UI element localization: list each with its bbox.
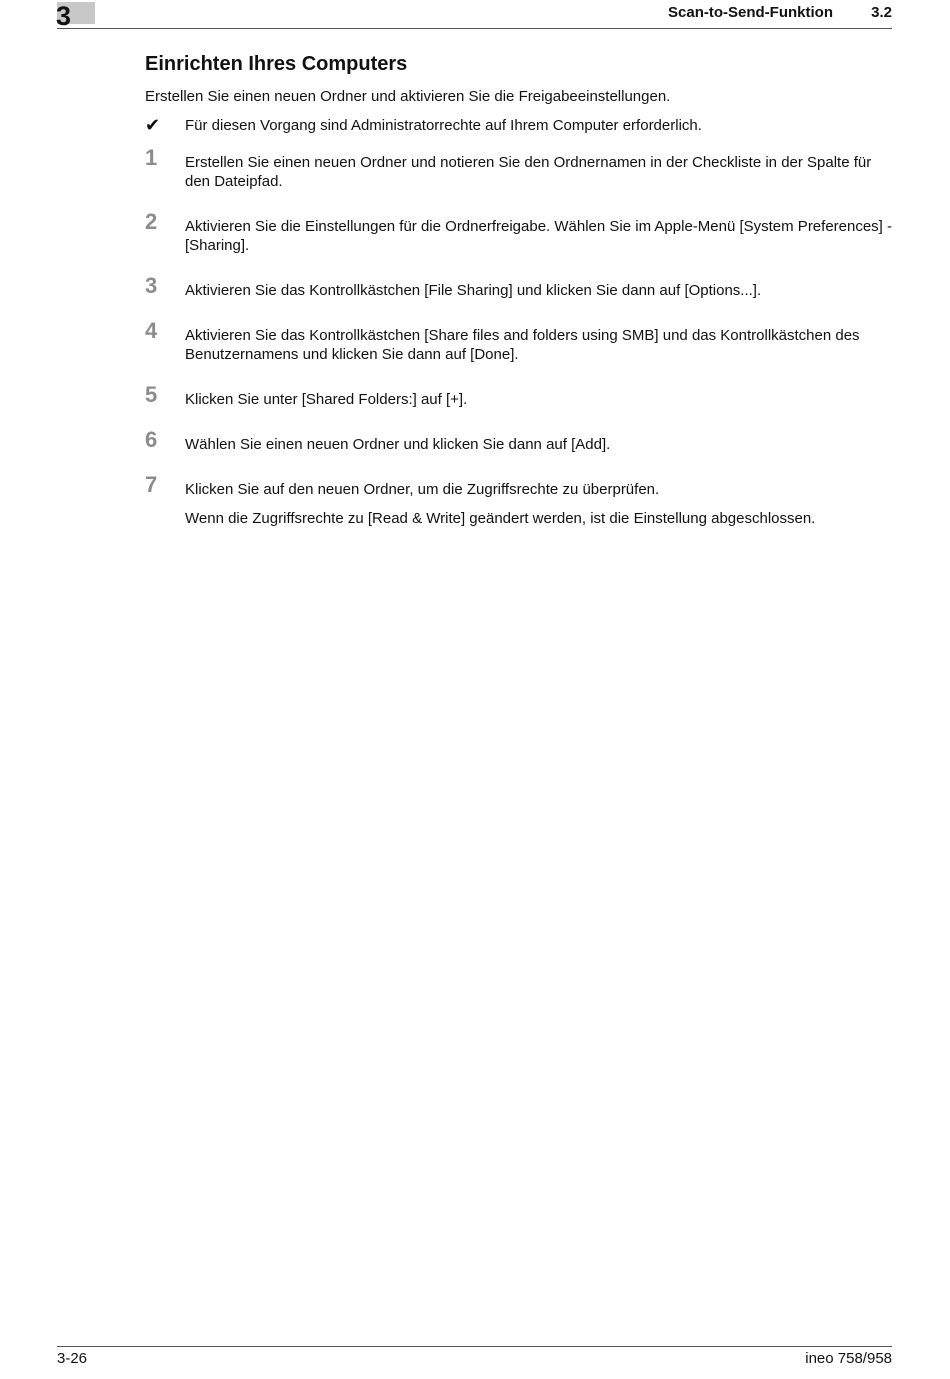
step-number: 7 [145, 472, 158, 497]
step-number: 3 [145, 273, 158, 298]
step-7 [145, 473, 895, 528]
step-2 [145, 210, 895, 255]
step-text: Aktivieren Sie das Kontrollkästchen [Share files and folders using SMB] und das Kontrollkästchen des Benutzernamens und klicken Sie dann auf [Done]. [185, 327, 860, 363]
checkmark-icon: ✔ [145, 115, 161, 135]
step-3 [145, 274, 895, 300]
step-1 [145, 146, 895, 191]
header-divider [57, 28, 892, 29]
step-5 [145, 383, 895, 409]
step-4 [145, 319, 895, 364]
header-title: Scan-to-Send-Funktion [668, 4, 833, 21]
header-section-number: 3.2 [871, 4, 892, 21]
step-text: Erstellen Sie einen neuen Ordner und notieren Sie den Ordnernamen in der Checkliste in der Spalte für den Dateipfad. [185, 154, 872, 190]
step-number: 2 [145, 209, 158, 234]
step-list [145, 146, 895, 547]
intro-paragraph: Erstellen Sie einen neuen Ordner und aktivieren Sie die Freigabeeinstellungen. [145, 88, 671, 105]
step-number: 1 [145, 145, 158, 170]
step-number: 4 [145, 318, 158, 343]
step-text: Klicken Sie auf den neuen Ordner, um die Zugriffsrechte zu überprüfen. [185, 481, 660, 498]
step-6 [145, 428, 895, 454]
chapter-number: 3 [56, 1, 72, 31]
footer-divider [57, 1346, 892, 1347]
note-text: Für diesen Vorgang sind Administratorrechte auf Ihrem Computer erforderlich. [185, 117, 702, 134]
step-number: 5 [145, 382, 158, 407]
step-text: Wählen Sie einen neuen Ordner und klicken Sie dann auf [Add]. [185, 436, 611, 453]
step-result-text: Wenn die Zugriffsrechte zu [Read & Write] geändert werden, ist die Einstellung abgeschlossen. [185, 510, 816, 527]
step-text: Klicken Sie unter [Shared Folders:] auf [+]. [185, 391, 468, 408]
product-name: ineo 758/958 [805, 1350, 892, 1367]
step-text: Aktivieren Sie das Kontrollkästchen [File Sharing] und klicken Sie dann auf [Options...]. [185, 282, 762, 299]
page-title: Einrichten Ihres Computers [145, 53, 408, 75]
page-number: 3-26 [57, 1350, 88, 1367]
step-text: Aktivieren Sie die Einstellungen für die Ordnerfreigabe. Wählen Sie im Apple-Menü [System Preferences] - [Sharing]. [185, 218, 893, 254]
step-number: 6 [145, 427, 158, 452]
